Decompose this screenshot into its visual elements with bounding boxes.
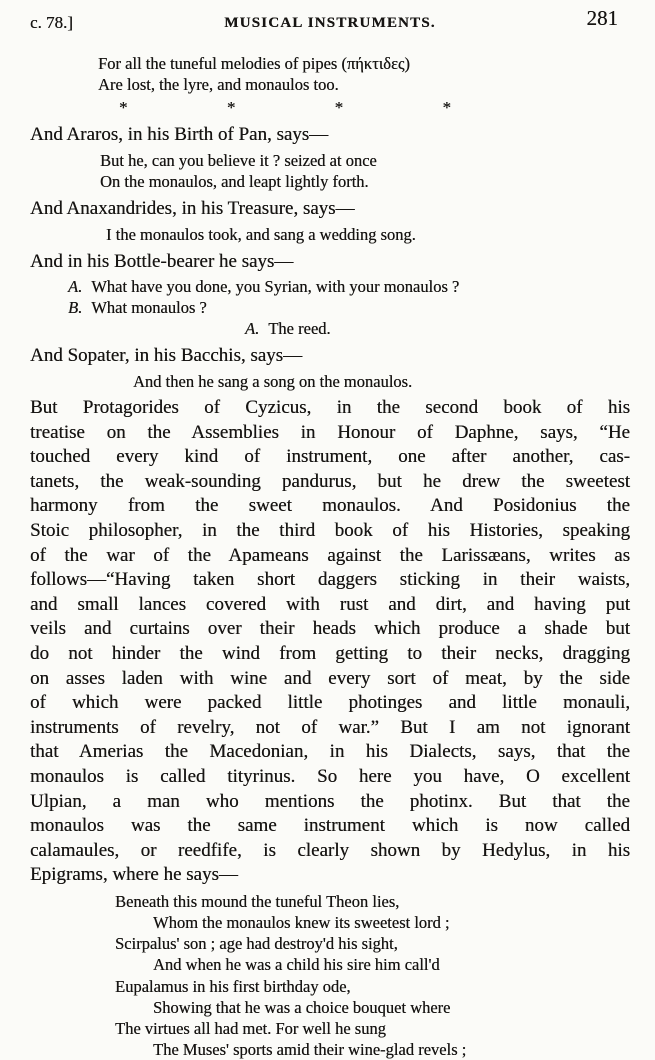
text-line: veils and curtains over their heads which produce a shade but	[30, 618, 630, 640]
asterisk-separator	[119, 97, 451, 118]
page-body	[30, 53, 630, 1060]
verse-line: Whom the monaulos knew its sweetest lord ;	[153, 913, 450, 933]
verse-line: Are lost, the lyre, and monaulos too.	[98, 75, 339, 94]
text-line: of which were packed little photinges and little monauli,	[30, 692, 630, 714]
text-line: instruments of revelry, not of war.” But I am not ignorant	[30, 716, 630, 738]
verse-line: The virtues all had met. For well he sung	[115, 1019, 386, 1039]
dialogue-line: A. What have you done, you Syrian, with your monaulos ?	[68, 277, 460, 296]
verse-line: For all the tuneful melodies of pipes (πήκτιδες)	[98, 54, 410, 73]
asterisk: *	[226, 98, 236, 117]
body-paragraph	[30, 396, 630, 888]
paragraph-lead: And Sopater, in his Bacchis, says—	[30, 345, 303, 366]
speaker-label: A.	[68, 277, 83, 296]
text-line: of the war of the Apameans against the Larissæans, writes as	[30, 544, 630, 566]
verse-line: Beneath this mound the tuneful Theon lies,	[115, 891, 400, 911]
verse-line: Showing that he was a choice bouquet where	[153, 997, 451, 1017]
verse-line: Scirpalus' son ; age had destroy'd his sight,	[115, 934, 398, 954]
verse-quote	[100, 150, 630, 192]
epigram-verse	[115, 891, 630, 1060]
dialogue-quote	[68, 276, 630, 339]
verse-line: And then he sang a song on the monaulos.	[133, 372, 413, 391]
verse-line: Eupalamus in his first birthday ode,	[115, 976, 351, 996]
text-line: on asses laden with wine and every sort of meat, by the side	[30, 667, 630, 689]
asterisk: *	[119, 98, 128, 117]
asterisk: *	[442, 98, 451, 117]
verse-line: And when he was a child his sire him call'd	[153, 955, 440, 975]
verse-line: I the monaulos took, and sang a wedding song.	[106, 225, 416, 244]
asterisk: *	[334, 98, 344, 117]
running-title: MUSICAL INSTRUMENTS.	[224, 15, 436, 31]
verse-quote	[98, 53, 630, 95]
text-line: monaulos is called tityrinus. So here you have, O excellent	[30, 765, 630, 787]
text-line: Stoic philosopher, in the third book of his Histories, speaking	[30, 519, 630, 541]
speaker-label: B.	[68, 298, 83, 317]
speaker-label: A.	[245, 319, 260, 338]
text-line: touched every kind of instrument, one after another, cas-	[30, 446, 630, 468]
chapter-reference: c. 78.]	[30, 13, 73, 32]
text-line: calamaules, or reedfife, is clearly shown by Hedylus, in his	[30, 839, 630, 861]
text-line: tanets, the weak-sounding pandurus, but he drew the sweetest	[30, 470, 630, 492]
text-line: and small lances covered with rust and dirt, and having put	[30, 593, 630, 615]
verse-line: The Muses' sports amid their wine-glad revels ;	[153, 1040, 467, 1060]
paragraph-lead: And Araros, in his Birth of Pan, says—	[30, 124, 329, 145]
page-number: 281	[586, 6, 618, 30]
verse-quote	[106, 224, 630, 245]
verse-line: But he, can you believe it ? seized at once	[100, 151, 377, 170]
verse-quote	[133, 371, 630, 392]
paragraph-lead: And Anaxandrides, in his Treasure, says—	[30, 198, 355, 219]
text-line: that Amerias the Macedonian, in his Dialects, says, that the	[30, 741, 630, 763]
text-line: Epigrams, where he says—	[30, 864, 238, 886]
verse-line: On the monaulos, and leapt lightly forth.	[100, 172, 369, 191]
text-line: But Protagorides of Cyzicus, in the second book of his	[30, 397, 630, 418]
paragraph-lead: And in his Bottle-bearer he says—	[30, 251, 294, 272]
text-line: Ulpian, a man who mentions the photinx. But that the	[30, 790, 630, 812]
text-line: do not hinder the wind from getting to their necks, dragging	[30, 642, 630, 664]
text-line: monaulos was the same instrument which is now called	[30, 815, 630, 837]
page-header	[30, 6, 630, 32]
text-line: follows—“Having taken short daggers sticking in their waists,	[30, 569, 630, 591]
text-line: harmony from the sweet monaulos. And Posidonius the	[30, 495, 630, 517]
text-line: treatise on the Assemblies in Honour of Daphne, says, “He	[30, 421, 630, 443]
dialogue-line: B. What monaulos ?	[68, 298, 207, 317]
dialogue-line: A. The reed.	[245, 319, 331, 338]
